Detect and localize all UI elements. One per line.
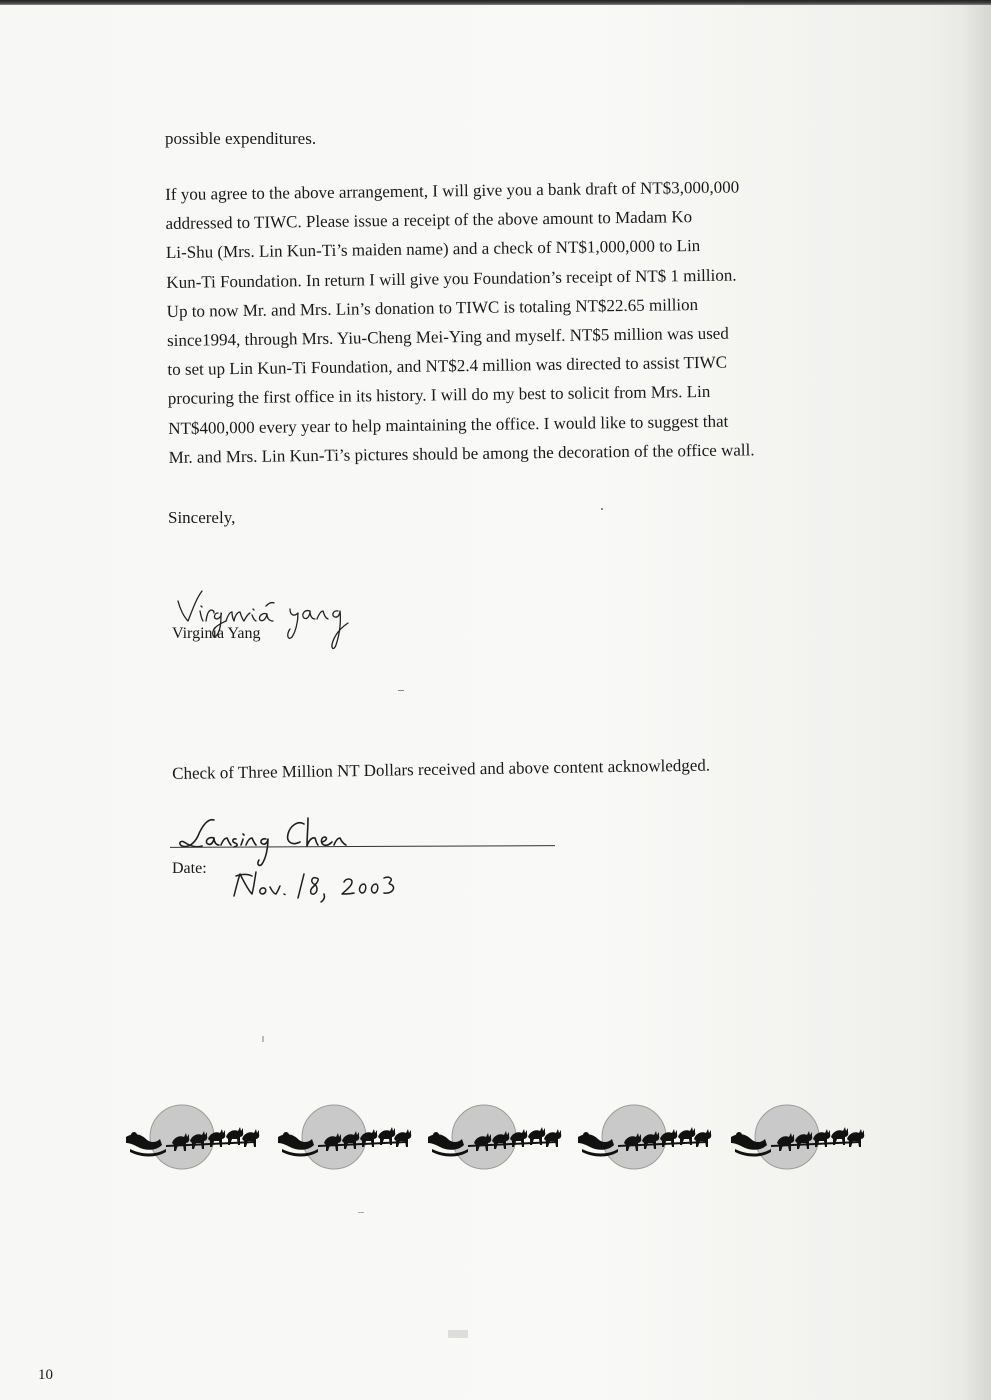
body-line: to set up Lin Kun-Ti Foundation, and NT$2.4 million was directed to assist TIWC: [167, 352, 728, 380]
body-line: Kun-Ti Foundation. In return I will give you Foundation’s receipt of NT$ 1 million.: [166, 265, 737, 292]
body-line: since1994, through Mrs. Yiu-Cheng Mei-Ying and myself. NT$5 million was used: [166, 323, 729, 351]
acknowledgment-text: Check of Three Million NT Dollars received and above content acknowledged.: [172, 755, 711, 783]
sleigh-moon-icon: [574, 1095, 714, 1185]
scan-speck: [398, 690, 404, 691]
page-number: 10: [38, 1367, 53, 1383]
body-line: procuring the first office in its history. I will do my best to solicit from Mrs. Lin: [167, 382, 711, 409]
signer-name: Virginia Yang: [172, 625, 261, 642]
body-line: Li-Shu (Mrs. Lin Kun-Ti’s maiden name) and a check of NT$1,000,000 to Lin: [165, 236, 701, 263]
scan-speck: [262, 1036, 264, 1042]
handwritten-date: [228, 866, 408, 908]
body-line: Mr. and Mrs. Lin Kun-Ti’s pictures should be among the decoration of the office wall.: [168, 440, 755, 467]
body-line: addressed to TIWC. Please issue a receipt of the above amount to Madam Ko: [165, 207, 693, 234]
body-line: NT$400,000 every year to help maintaining the office. I would like to suggest that: [168, 411, 729, 438]
scan-speck: [358, 1212, 364, 1213]
sleigh-moon-icon: [727, 1095, 867, 1185]
continuation-text: possible expenditures.: [165, 129, 317, 148]
date-label: Date:: [172, 860, 207, 877]
body-line: Up to now Mr. and Mrs. Lin’s donation to TIWC is totaling NT$22.65 million: [166, 294, 699, 321]
scan-right-shadow: [961, 0, 991, 1400]
decorative-border: [122, 1095, 867, 1185]
scan-speck: [601, 508, 603, 510]
scan-top-edge: [0, 0, 991, 5]
sleigh-moon-icon: [424, 1095, 564, 1185]
letter-body: [165, 171, 869, 472]
sleigh-moon-icon: [274, 1095, 414, 1185]
body-line: If you agree to the above arrangement, I will give you a bank draft of NT$3,000,000: [165, 177, 740, 204]
scan-speck: [448, 1330, 468, 1338]
handwritten-signature: [170, 575, 370, 660]
closing: Sincerely,: [168, 508, 236, 527]
sleigh-moon-icon: [122, 1095, 262, 1185]
